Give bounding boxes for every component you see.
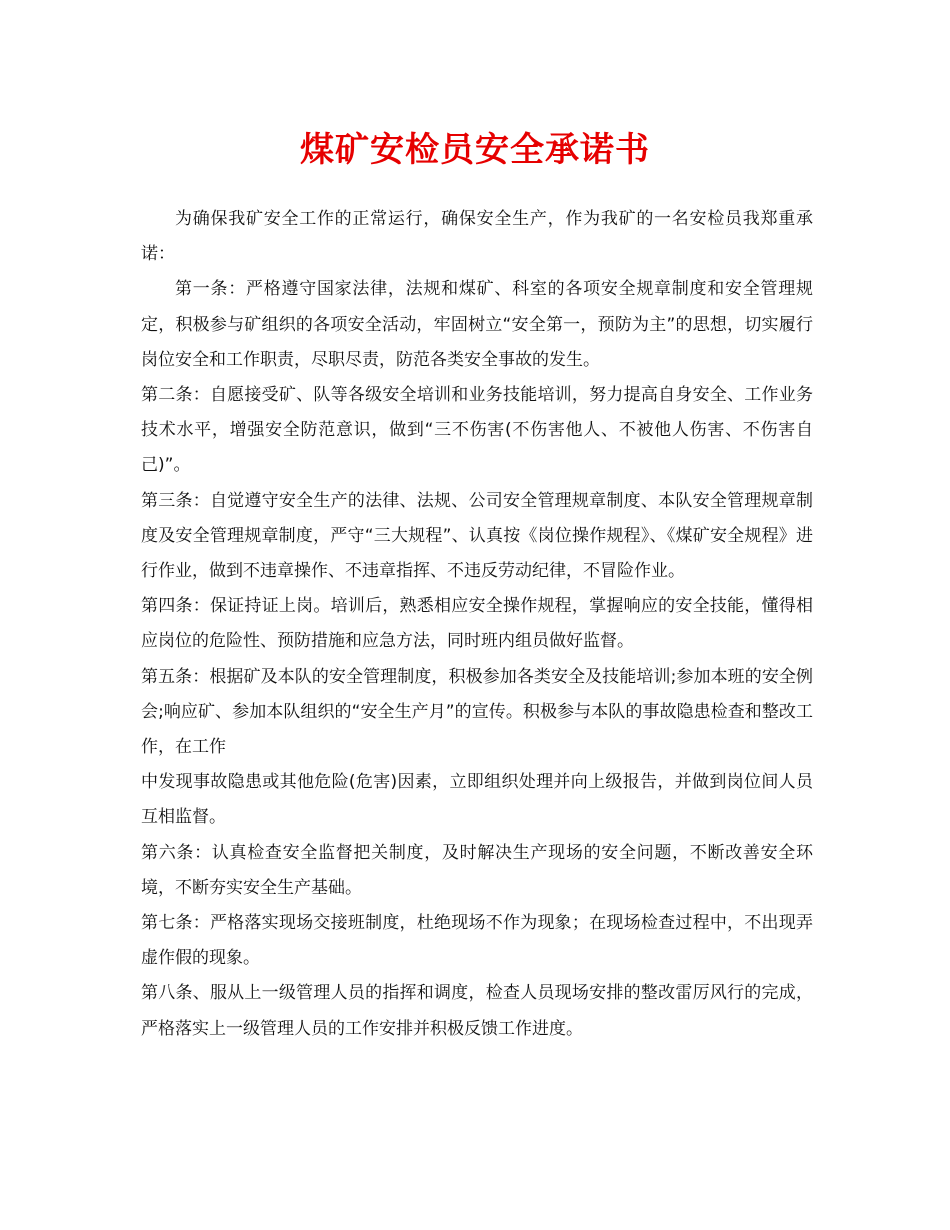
article-6: 第六条：认真检查安全监督把关制度，及时解决生产现场的安全问题，不断改善安全环境，不断夯实安全生产基础。 [141, 842, 813, 898]
document-body [141, 202, 813, 1047]
document-title: 煤矿安检员安全承诺书 [300, 130, 650, 170]
article-3: 第三条：自觉遵守安全生产的法律、法规、公司安全管理规章制度、本队安全管理规章制度及安全管理规章制度，严守“三大规程”、认真按《岗位操作规程》、《煤矿安全规程》进行作业，做到不违章操作、不违章指挥、不违反劳动纪律，不冒险作业。 [141, 490, 813, 582]
article-1: 第一条：严格遵守国家法律，法规和煤矿、科室的各项安全规章制度和安全管理规定，积极参与矿组织的各项安全活动，牢固树立“安全第一，预防为主”的思想，切实履行岗位安全和工作职责，尽职尽责，防范各类安全事故的发生。 [141, 279, 813, 370]
article-4: 第四条：保证持证上岗。培训后，熟悉相应安全操作规程，掌握响应的安全技能，懂得相应岗位的危险性、预防措施和应急方法，同时班内组员做好监督。 [141, 596, 813, 652]
intro-paragraph: 为确保我矿安全工作的正常运行，确保安全生产，作为我矿的一名安检员我郑重承诺： [141, 209, 813, 265]
article-7: 第七条：严格落实现场交接班制度，杜绝现场不作为现象；在现场检查过程中，不出现弄虚作假的现象。 [141, 913, 813, 969]
article-5-continued: 中发现事故隐患或其他危险(危害)因素，立即组织处理并向上级报告，并做到岗位间人员互相监督。 [141, 772, 813, 828]
article-8: 第八条、服从上一级管理人员的指挥和调度，检查人员现场安排的整改雷厉风行的完成，严格落实上一级管理人员的工作安排并积极反馈工作进度。 [141, 983, 813, 1039]
article-2: 第二条：自愿接受矿、队等各级安全培训和业务技能培训，努力提高自身安全、工作业务技术水平，增强安全防范意识，做到“三不伤害(不伤害他人、不被他人伤害、不伤害自己)”。 [141, 385, 813, 476]
article-5: 第五条：根据矿及本队的安全管理制度，积极参加各类安全及技能培训;参加本班的安全例会;响应矿、参加本队组织的“安全生产月”的宣传。积极参与本队的事故隐患检查和整改工作，在工作 [141, 666, 813, 758]
